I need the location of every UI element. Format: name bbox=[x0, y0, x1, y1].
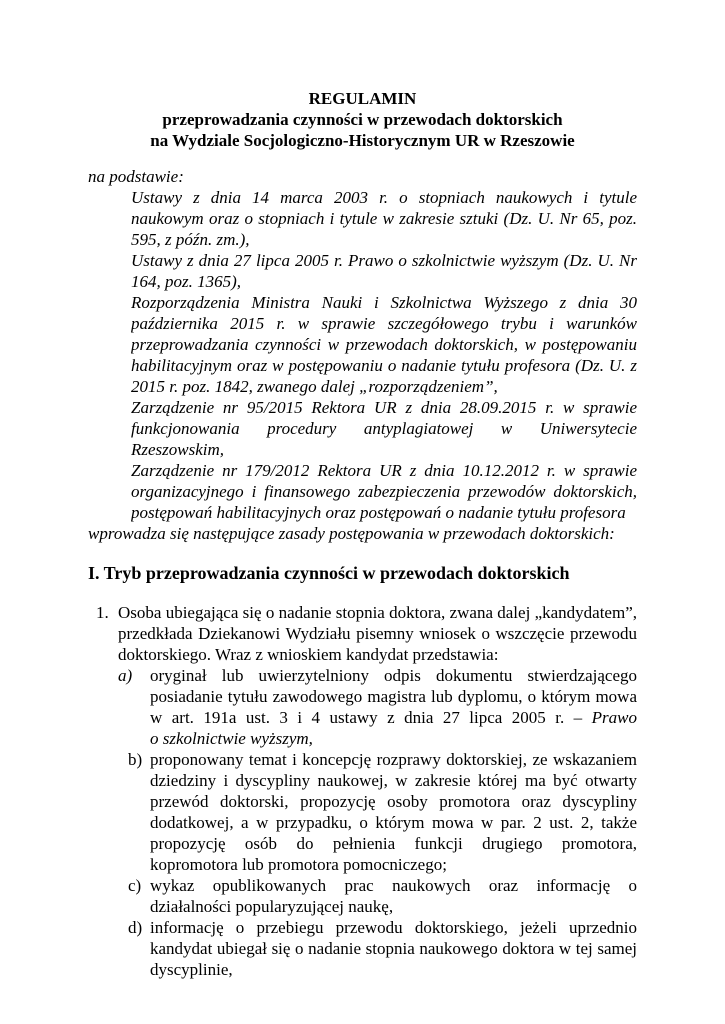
subitem-line: wykaz opublikowanych prac naukowych oraz informację o bbox=[150, 876, 637, 895]
point-line: Osoba ubiegająca się o nadanie stopnia doktora, zwana dalej „kandydatem”, bbox=[118, 603, 637, 622]
basis-item-line: przeprowadzania czynności w przewodach doktorskich, w postępowaniu bbox=[131, 335, 637, 354]
basis-item-3 bbox=[131, 292, 637, 397]
subitem-line: kopromotora lub promotora pomocniczego; bbox=[150, 855, 447, 874]
subitem-italic-tail: Prawo bbox=[591, 708, 637, 727]
basis-item-line: Zarządzenie nr 179/2012 Rektora UR z dnia 10.12.2012 r. w sprawie bbox=[131, 461, 637, 480]
basis-item-line: Ustawy z dnia 27 lipca 2005 r. Prawo o szkolnictwie wyższym (Dz. U. Nr bbox=[131, 251, 637, 270]
subitem-line bbox=[150, 707, 637, 728]
section-heading: I. Tryb przeprowadzania czynności w przewodach doktorskich bbox=[88, 563, 570, 583]
subitem-line: posiadanie tytułu zawodowego magistra lub dyplomu, o którym mowa bbox=[150, 687, 637, 706]
basis-item-line: Ustawy z dnia 14 marca 2003 r. o stopniach naukowych i tytule bbox=[131, 188, 637, 207]
subitem-d-text bbox=[150, 917, 637, 980]
basis-item-line: Rzeszowskim, bbox=[131, 440, 225, 459]
document-subtitle-1: przeprowadzania czynności w przewodach doktorskich bbox=[162, 110, 563, 129]
basis-item-line: 164, poz. 1365), bbox=[131, 272, 242, 291]
basis-item-line: Rozporządzenia Ministra Nauki i Szkolnictwa Wyższego z dnia 30 bbox=[131, 293, 637, 312]
basis-item-line: organizacyjnego i finansowego zabezpieczenia przewodów doktorskich, bbox=[131, 482, 637, 501]
basis-intro: na podstawie: bbox=[88, 167, 184, 186]
basis-item-2 bbox=[131, 250, 637, 292]
document-title: REGULAMIN bbox=[308, 89, 417, 108]
subitem-marker-d: d) bbox=[128, 918, 143, 937]
basis-item-line: października 2015 r. w sprawie szczegółowego trybu i warunków bbox=[131, 314, 637, 333]
subitem-c-text bbox=[150, 875, 637, 917]
subitem-line-text: w art. 191a ust. 3 i 4 ustawy z dnia 27 lipca 2005 r. – bbox=[150, 708, 583, 727]
subitem-italic-line: o szkolnictwie wyższym, bbox=[150, 729, 313, 748]
subitem-line: działalności popularyzującej naukę, bbox=[150, 897, 394, 916]
basis-item-line: 2015 r. poz. 1842, zwanego dalej „rozporządzeniem”, bbox=[131, 377, 498, 396]
subitem-line: dyscyplinie, bbox=[150, 960, 233, 979]
basis-item-line: funkcjonowania procedury antyplagiatowej w Uniwersytecie bbox=[131, 419, 637, 438]
basis-item-line: 595, z późn. zm.), bbox=[131, 230, 250, 249]
subitem-marker-b: b) bbox=[128, 750, 143, 769]
subitem-line: informację o przebiegu przewodu doktorskiego, jeżeli uprzednio bbox=[150, 918, 637, 937]
basis-item-line: habilitacyjnym oraz w postępowaniu o nadanie tytułu profesora (Dz. U. z bbox=[131, 356, 637, 375]
point-number: 1. bbox=[96, 603, 109, 622]
point-line: doktorskiego. Wraz z wnioskiem kandydat przedstawia: bbox=[118, 645, 499, 664]
basis-item-1 bbox=[131, 187, 637, 250]
subitem-line: propozycję osób do pełnienia funkcji drugiego promotora, bbox=[150, 834, 637, 853]
basis-item-4 bbox=[131, 397, 637, 460]
subitem-line: dodatkowej, a w przypadku, o którym mowa w par. 2 ust. 2, także bbox=[150, 813, 637, 832]
basis-item-line: postępowań habilitacyjnych oraz postępowań o nadanie tytułu profesora bbox=[131, 503, 626, 522]
subitem-line: proponowany temat i koncepcję rozprawy doktorskiej, ze wskazaniem bbox=[150, 750, 637, 769]
basis-item-line: naukowym oraz o stopniach i tytule w zakresie sztuki (Dz. U. Nr 65, poz. bbox=[131, 209, 637, 228]
subitem-a-text bbox=[150, 665, 637, 749]
subitem-line: oryginał lub uwierzytelniony odpis dokumentu stwierdzającego bbox=[150, 666, 637, 685]
subitem-line: przewód doktorski, propozycję osoby promotora oraz dyscypliny bbox=[150, 792, 637, 811]
subitem-line: dziedziny i dyscypliny naukowej, w zakresie której ma być otwarty bbox=[150, 771, 637, 790]
basis-closing: wprowadza się następujące zasady postępowania w przewodach doktorskich: bbox=[88, 524, 615, 543]
subitem-marker-a: a) bbox=[118, 666, 133, 685]
subitem-marker-c: c) bbox=[128, 876, 142, 895]
subitem-b-text bbox=[150, 749, 637, 875]
basis-item-5 bbox=[131, 460, 637, 523]
point-line: przedkłada Dziekanowi Wydziału pisemny wniosek o wszczęcie przewodu bbox=[118, 624, 637, 643]
document-subtitle-2: na Wydziale Socjologiczno-Historycznym UR w Rzeszowie bbox=[150, 131, 575, 150]
basis-item-line: Zarządzenie nr 95/2015 Rektora UR z dnia 28.09.2015 r. w sprawie bbox=[131, 398, 637, 417]
subitem-line: kandydat ubiegał się o nadanie stopnia naukowego doktora w tej samej bbox=[150, 939, 637, 958]
point-1-text bbox=[118, 602, 637, 665]
